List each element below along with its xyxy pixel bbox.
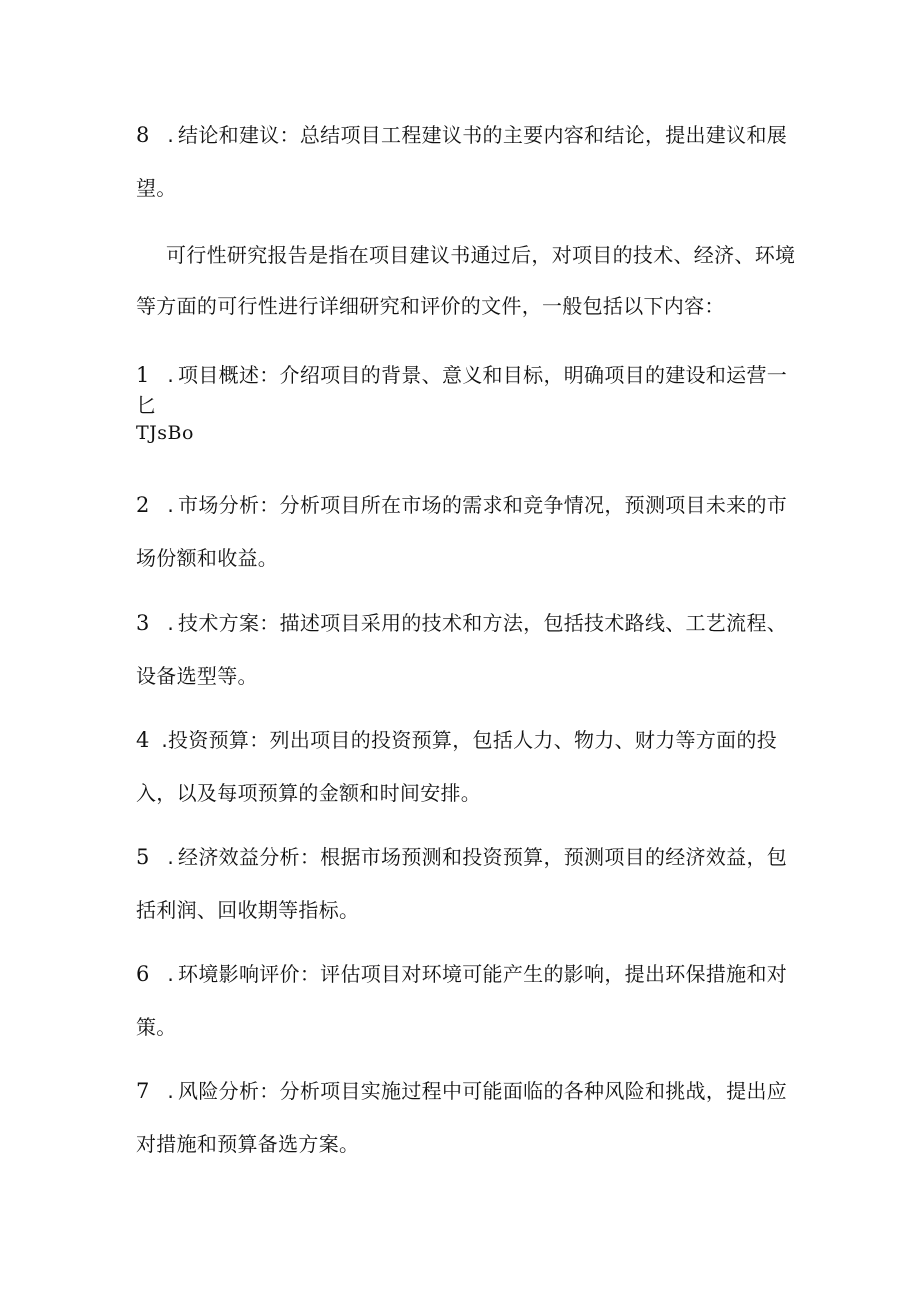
item-number: 4	[136, 728, 150, 752]
list-item-line	[136, 726, 796, 754]
item-text: .投资预算：列出项目的投资预算，包括人力、物力、财力等方面的投	[161, 728, 778, 752]
list-item-line: 7 . 风险分析：分析项目实施过程中可能面临的各种风险和挑战，提出应	[136, 1079, 788, 1103]
list-item-2	[136, 491, 796, 572]
item-number: 7	[136, 1079, 150, 1103]
list-item-line: 6 . 环境影响评价：评估项目对环境可能产生的影响，提出环保措施和对	[136, 962, 788, 986]
item-text: 项目概述：介绍项目的背景、意义和目标，明确项目的建设和运营一	[178, 363, 788, 387]
item-text-continuation: 设备选型等。	[136, 664, 258, 688]
list-item-6	[136, 960, 796, 1041]
item-text-continuation: 场份额和收益。	[136, 546, 279, 570]
item-text: 市场分析：分析项目所在市场的需求和竞争情况，预测项目未来的市	[178, 493, 788, 517]
list-item-line: 8 . 结论和建议：总结项目工程建议书的主要内容和结论，提出建议和展	[136, 123, 788, 147]
item-number: 8	[136, 123, 150, 147]
item-number: 6	[136, 962, 150, 986]
list-item-line: 5 . 经济效益分析：根据市场预测和投资预算，预测项目的经济效益，包	[136, 845, 788, 869]
intro-paragraph	[136, 241, 796, 320]
item-text: 结论和建议：总结项目工程建议书的主要内容和结论，提出建议和展	[178, 123, 788, 147]
list-item-1	[136, 361, 796, 447]
list-item-line: 2 . 市场分析：分析项目所在市场的需求和竞争情况，预测项目未来的市	[136, 493, 788, 517]
item-text-continuation: 望。	[136, 176, 177, 200]
intro-line-2: 等方面的可行性进行详细研究和评价的文件，一般包括以下内容：	[136, 294, 725, 318]
item-text-continuation: 匕	[136, 393, 157, 417]
item-number: 3	[136, 611, 150, 635]
item-text-continuation: 括利润、回收期等指标。	[136, 898, 360, 922]
item-number: 2	[136, 493, 150, 517]
item-text: 环境影响评价：评估项目对环境可能产生的影响，提出环保措施和对	[178, 962, 788, 986]
list-item-line: 3 . 技术方案：描述项目采用的技术和方法，包括技术路线、工艺流程、	[136, 611, 788, 635]
garbled-text: TJsBo	[136, 422, 194, 444]
list-item-4	[136, 726, 796, 807]
item-text: 风险分析：分析项目实施过程中可能面临的各种风险和挑战，提出应	[178, 1079, 788, 1103]
item-text-continuation: 策。	[136, 1015, 177, 1039]
list-item-3	[136, 609, 796, 690]
item-text: 经济效益分析：根据市场预测和投资预算，预测项目的经济效益，包	[178, 845, 788, 869]
item-text-continuation: 对措施和预算备选方案。	[136, 1132, 360, 1156]
item-number: 1	[136, 363, 150, 387]
list-item-7	[136, 1077, 796, 1158]
item-text: 技术方案：描述项目采用的技术和方法，包括技术路线、工艺流程、	[178, 611, 788, 635]
list-item-8	[136, 121, 796, 202]
intro-line-1: 可行性研究报告是指在项目建议书通过后，对项目的技术、经济、环境	[166, 243, 796, 267]
item-text-continuation: 入，以及每项预算的金额和时间安排。	[136, 781, 482, 805]
item-number: 5	[136, 845, 150, 869]
list-item-line: 1 . 项目概述：介绍项目的背景、意义和目标，明确项目的建设和运营一	[136, 363, 788, 387]
list-item-5	[136, 843, 796, 924]
